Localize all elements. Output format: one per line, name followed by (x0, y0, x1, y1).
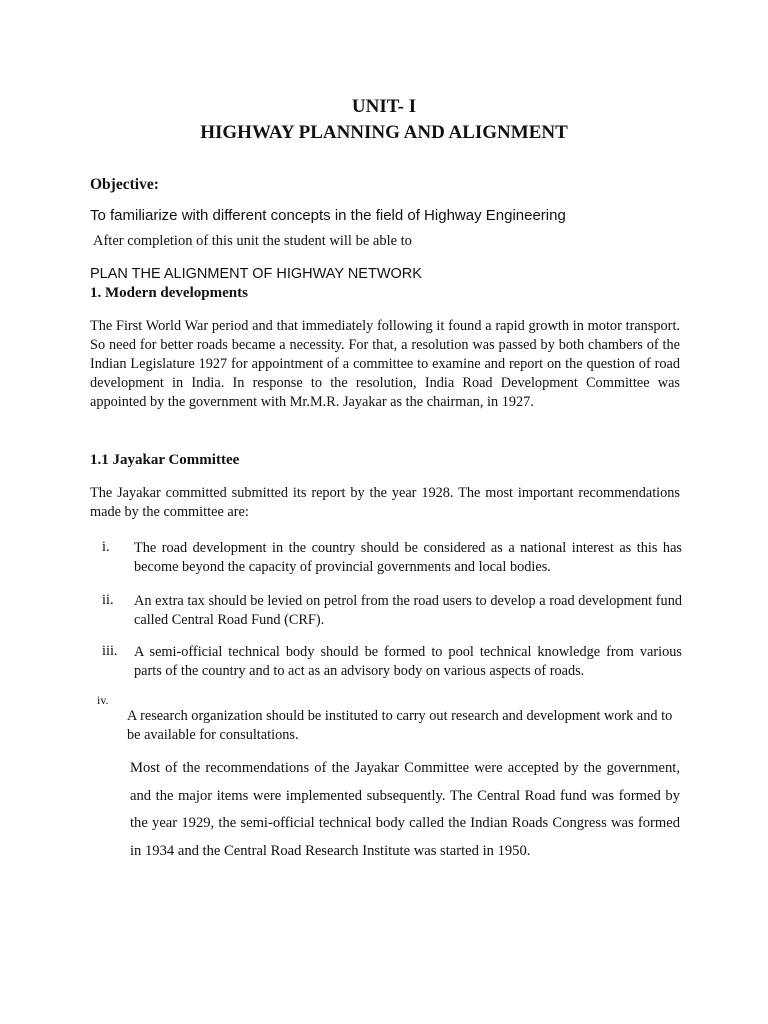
section-1-1-heading: 1.1 Jayakar Committee (90, 452, 240, 468)
list-numeral: iii. (102, 643, 118, 659)
section-1-paragraph: The First World War period and that immediately following it found a rapid growth in motor transport. So need for better roads became a necessity. For that, a resolution was passed by both chambers of the Indian Legislature 1927 for appointment of a committee to examine and report on the question of road development in India. In response to the resolution, India Road Development Committee was appointed by the government with Mr.M.R. Jayakar as the chairman, in 1927. (90, 318, 680, 410)
conclusion-paragraph: Most of the recommendations of the Jayakar Committee were accepted by the government, and the major items were implemented subsequently. The Central Road fund was formed by the year 1929, the semi-official technical body called the Indian Roads Congress was formed in 1934 and the Central Road Research Institute was started in 1950. (130, 760, 680, 859)
list-numeral: i. (102, 539, 110, 555)
section-1-heading: 1. Modern developments (90, 285, 248, 301)
list-item-text: The road development in the country should be considered as a national interest as this has become beyond the capacity of provincial governments and local bodies. (134, 540, 682, 575)
list-numeral: iv. (97, 693, 109, 707)
list-item-text: An extra tax should be levied on petrol from the road users to develop a road development fund called Central Road Fund (CRF). (134, 593, 682, 628)
list-numeral: ii. (102, 592, 114, 608)
completion-text: After completion of this unit the student will be able to (93, 233, 412, 249)
list-item-text: A research organization should be instituted to carry out research and development work and to be available for consultations. (127, 708, 673, 743)
section-1-1-intro: The Jayakar committed submitted its report by the year 1928. The most important recommendations made by the committee are: (90, 485, 680, 520)
outcome-text: PLAN THE ALIGNMENT OF HIGHWAY NETWORK (90, 266, 422, 282)
unit-title: UNIT- I (351, 96, 417, 117)
list-item-text: A semi-official technical body should be formed to pool technical knowledge from various parts of the country and to act as an advisory body on various aspects of roads. (134, 644, 682, 679)
unit-subtitle: HIGHWAY PLANNING AND ALIGNMENT (200, 122, 568, 143)
objective-text: To familiarize with different concepts in the field of Highway Engineering (90, 207, 566, 224)
objective-heading: Objective: (90, 176, 159, 193)
